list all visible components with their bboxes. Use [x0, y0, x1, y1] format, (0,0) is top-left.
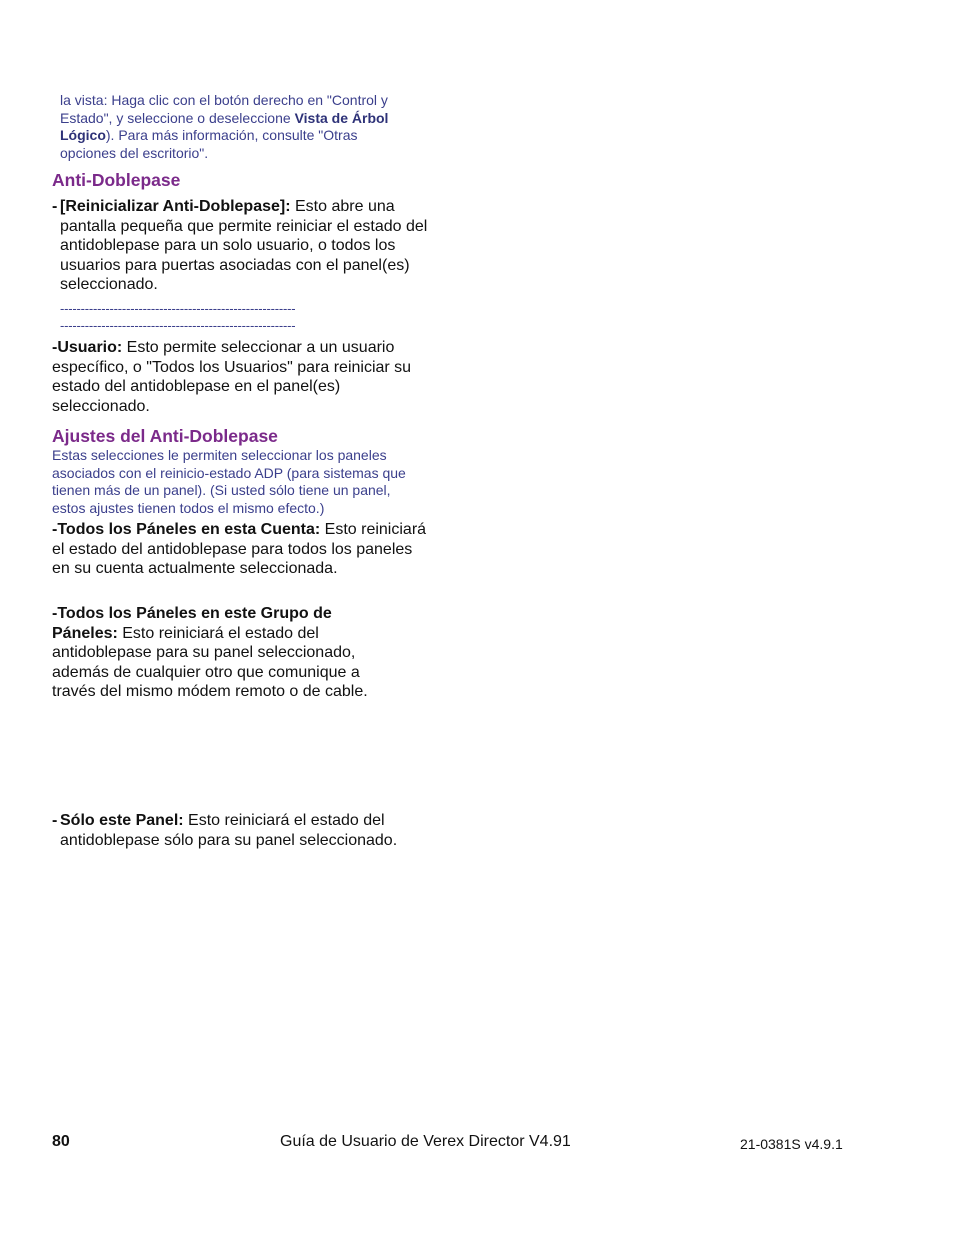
reset-anti-passback-item	[52, 197, 440, 295]
user-description: Esto permite seleccionar a un usuario específico, o "Todos los Usuarios" para reiniciar su estado del antidoblepase en el panel(es) seleccionado.	[52, 339, 412, 415]
section-heading-anti-passback-settings: Ajustes del Anti-Doblepase	[52, 426, 278, 446]
all-panels-in-group-description: Esto reiniciará el estado del antidoblepase para su panel seleccionado, además de cualquier otro que comunique a través del mismo módem remoto o de cable.	[52, 624, 368, 701]
logical-tree-view-label: Vista de Árbol	[294, 109, 389, 126]
reset-anti-passback-description: Esto abre una pantalla pequeña que permite reiniciar el estado del antidoblepase para un solo usuario, o todos los usuarios para puertas asociadas con el panel(es) seleccionado.	[60, 198, 428, 294]
all-panels-in-account-item	[52, 520, 430, 579]
all-panels-in-account-description: Esto reiniciará el estado del antidoblepase para todos los paneles en su cuenta actualmente seleccionada.	[52, 521, 427, 578]
page-number: 80	[52, 1133, 70, 1150]
user-label: Usuario:	[57, 339, 123, 356]
all-panels-in-group-label: Todos los Páneles en este Grupo de Páneles:	[52, 605, 332, 642]
bullet-dash: -	[52, 339, 58, 356]
bullet-dash: -	[52, 811, 58, 829]
document-code: 21-0381S v4.9.1	[740, 1136, 843, 1152]
only-this-panel-description: Esto reiniciará el estado del antidoblepase sólo para su panel seleccionado.	[60, 811, 398, 849]
intro-note-line-1: la vista: Haga clic con el botón derecho en "Control y	[60, 92, 388, 108]
bullet-dash: -	[52, 198, 58, 215]
only-this-panel-item	[52, 811, 440, 850]
all-panels-in-account-label: Todos los Páneles en esta Cuenta:	[57, 521, 321, 538]
dashed-separator-1: ---------------------------------------------------------	[60, 301, 296, 316]
logical-label: Lógico	[60, 127, 106, 143]
all-panels-in-group-item	[52, 604, 392, 702]
dashed-separator-2: ---------------------------------------------------------	[60, 318, 296, 333]
only-this-panel-label: Sólo este Panel:	[60, 811, 184, 829]
intro-note	[60, 92, 440, 162]
intro-note-line-4: opciones del escritorio".	[60, 144, 209, 161]
intro-note-line-2: Estado", y seleccione o deseleccione Vista de Árbol	[60, 109, 389, 126]
section-heading-anti-passback: Anti-Doblepase	[52, 170, 181, 190]
footer-title: Guía de Usuario de Verex Director V4.91	[280, 1133, 571, 1150]
intro-note-line-3: Lógico). Para más información, consulte "Otras	[60, 127, 358, 143]
bullet-dash: -	[52, 605, 58, 622]
reset-anti-passback-label: [Reinicializar Anti-Doblepase]:	[60, 198, 291, 215]
user-item	[52, 338, 424, 416]
settings-note: Estas selecciones le permiten seleccionar los paneles asociados con el reinicio-estado ADP (para sistemas que tienen más de un panel). (Si usted sólo tiene un panel, estos ajustes tienen todos el mismo efecto.)	[52, 447, 406, 516]
bullet-dash: -	[52, 521, 58, 538]
